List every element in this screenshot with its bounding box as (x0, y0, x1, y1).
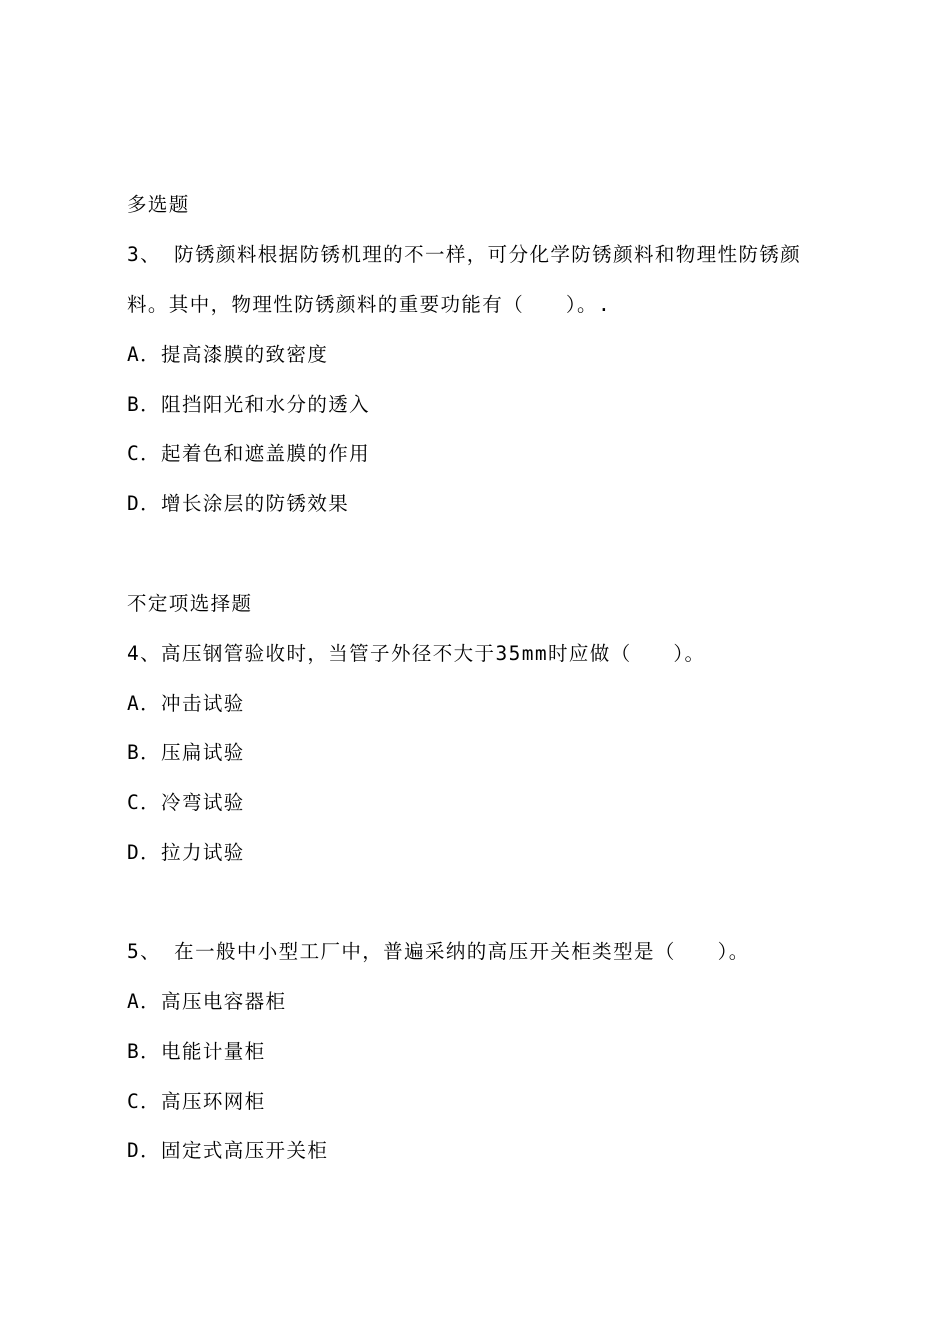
option-c: C．冷弯试验 (127, 791, 245, 814)
option-b: B．压扁试验 (127, 741, 245, 764)
section-heading: 多选题 (127, 193, 190, 216)
option-c: C．起着色和遮盖膜的作用 (127, 442, 371, 465)
option-b: B．电能计量柜 (127, 1040, 266, 1063)
question-text: 3、 防锈颜料根据防锈机理的不一样，可分化学防锈颜料和物理性防锈颜料。其中，物理性防锈颜料的重要功能有（ ）。. (127, 243, 802, 316)
section-heading: 不定项选择题 (127, 592, 253, 615)
option-a: A．提高漆膜的致密度 (127, 343, 329, 366)
option-d: D．固定式高压开关柜 (127, 1139, 329, 1162)
option-d: D．拉力试验 (127, 841, 245, 864)
option-c: C．高压环网柜 (127, 1090, 266, 1113)
option-d: D．增长涂层的防锈效果 (127, 492, 350, 515)
question-text: 4、高压钢管验收时，当管子外径不大于35mm时应做（ ）。 (127, 642, 706, 665)
option-a: A．冲击试验 (127, 692, 245, 715)
option-a: A．高压电容器柜 (127, 990, 287, 1013)
question-text: 5、 在一般中小型工厂中，普遍采纳的高压开关柜类型是（ ）。 (127, 940, 750, 963)
option-b: B．阻挡阳光和水分的透入 (127, 393, 371, 416)
